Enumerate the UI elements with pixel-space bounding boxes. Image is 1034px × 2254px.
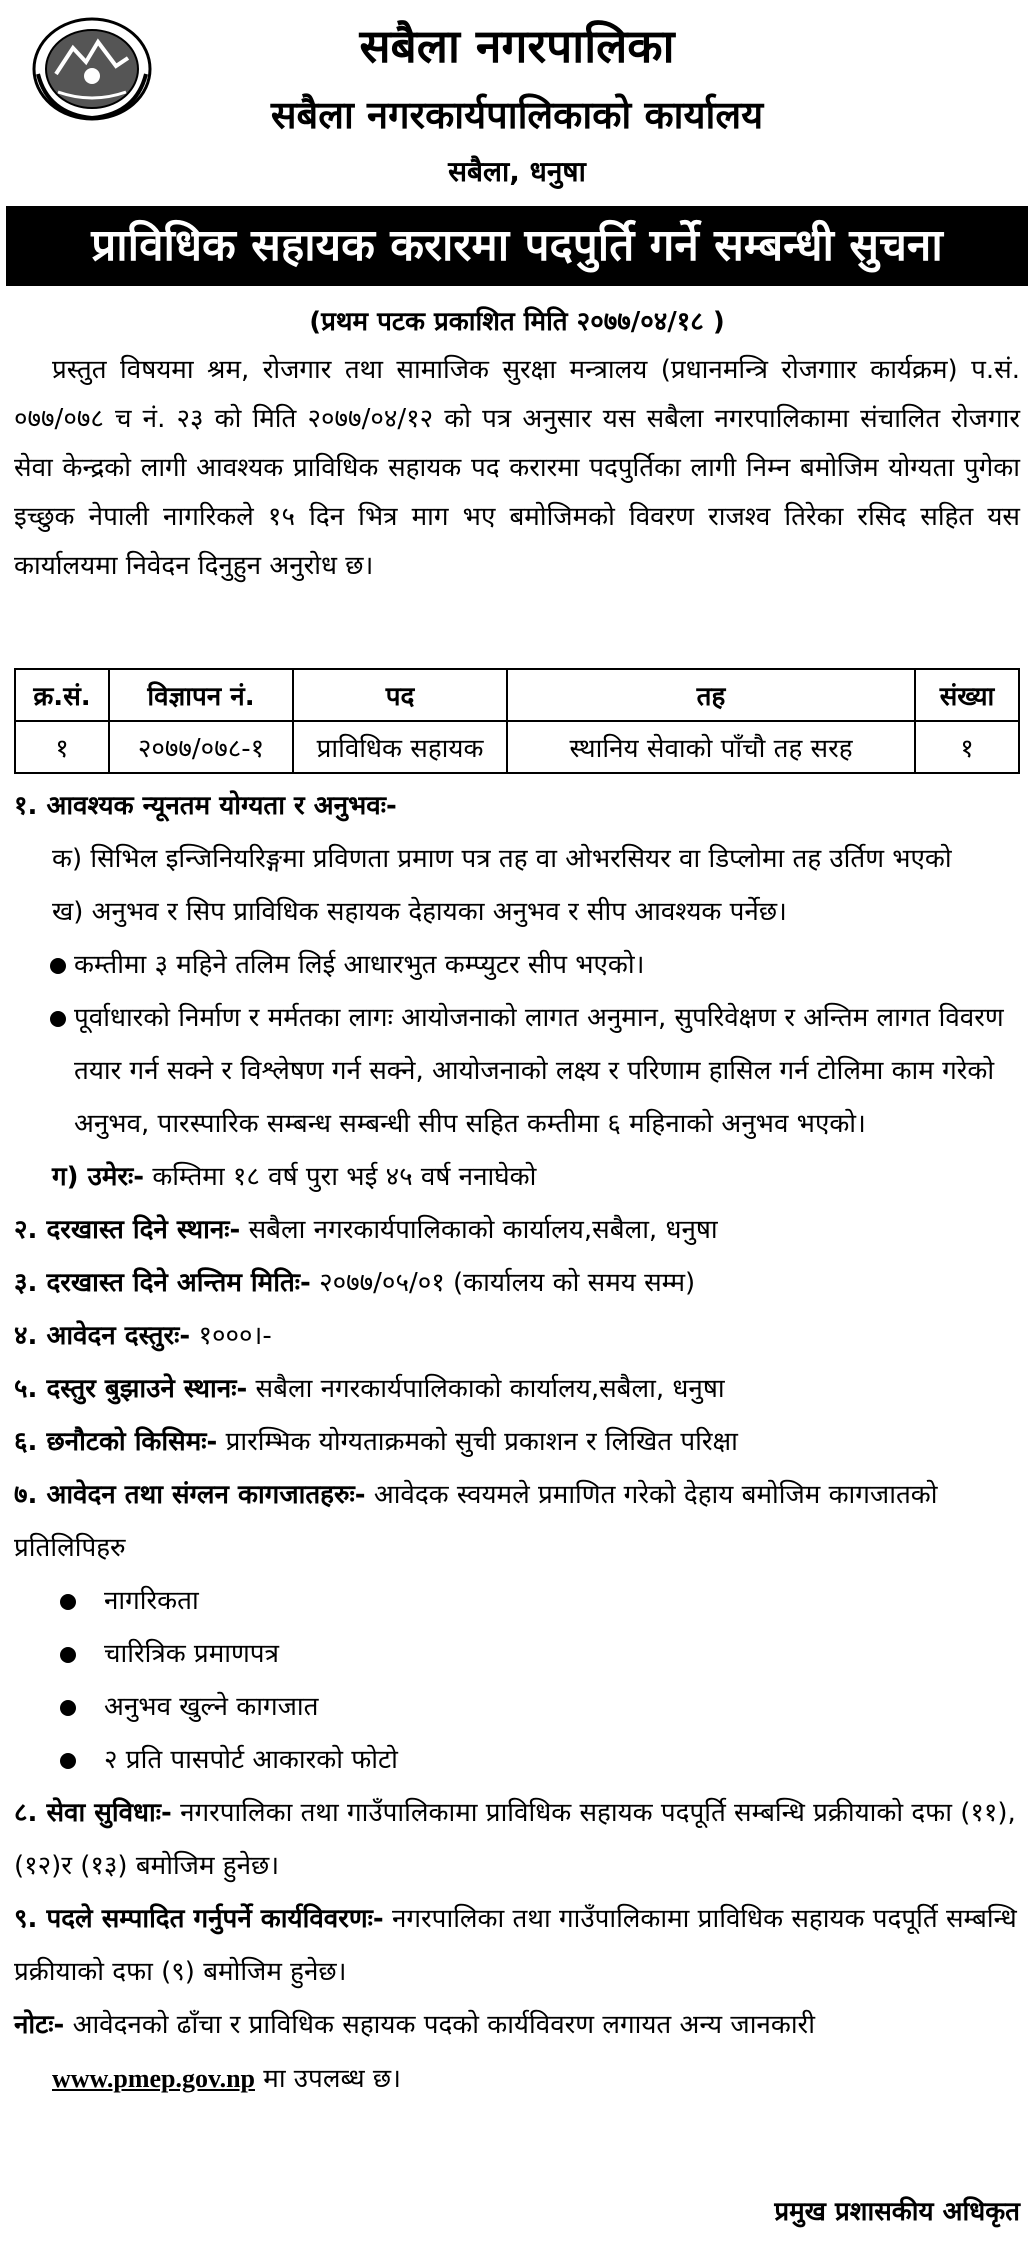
field-label: ८. सेवा सुविधाः- (14, 1798, 172, 1828)
section-3 (14, 1257, 1020, 1310)
field-value: कम्तिमा १८ वर्ष पुरा भई ४५ वर्ष ननाघेको (152, 1162, 537, 1192)
list-item (14, 1734, 1020, 1787)
list-item (14, 1681, 1020, 1734)
section-1-item-b: ख) अनुभव र सिप प्राविधिक सहायक देहायका अनुभव र सीप आवश्यक पर्नेछ। (52, 897, 787, 927)
field-value: आवेदक स्वयमले प्रमाणित गरेको देहाय बमोजिम कागजातको प्रतिलिपिहरु (14, 1480, 938, 1563)
bullet-icon (60, 1753, 76, 1769)
list-item-text: नागरिकता (104, 1586, 199, 1616)
section-2 (14, 1204, 1020, 1257)
list-item-text: २ प्रति पासपोर्ट आकारको फोटो (104, 1745, 398, 1775)
bullet-icon (60, 1700, 76, 1716)
field-label: ३. दरखास्त दिने अन्तिम मितिः- (14, 1268, 311, 1298)
note (14, 1999, 1020, 2052)
field-value: प्रारम्भिक योग्यताक्रमको सुची प्रकाशन र लिखित परिक्षा (225, 1427, 738, 1457)
section-7 (14, 1469, 1020, 1575)
list-item-text: चारित्रिक प्रमाणपत्र (104, 1639, 279, 1669)
table-header-cell: क्र.सं. (15, 669, 109, 721)
notice-banner: प्राविधिक सहायक करारमा पदपुर्ति गर्ने सम्बन्धी सुचना (6, 206, 1028, 286)
section-1-item-a: क) सिभिल इन्जिनियरिङ्गमा प्रविणता प्रमाण पत्र तह वा ओभरसियर वा डिप्लोमा तह उर्तिण भएको (52, 844, 952, 874)
field-label: ९. पदले सम्पादित गर्नुपर्ने कार्यविवरणः- (14, 1904, 384, 1934)
field-label: ७. आवेदन तथा संग्लन कागजातहरुः- (14, 1480, 366, 1510)
vacancy-table (14, 668, 1020, 774)
field-label: ५. दस्तुर बुझाउने स्थानः- (14, 1374, 248, 1404)
note-label: नोटः- (14, 2010, 65, 2040)
section-5 (14, 1363, 1020, 1416)
table-row (15, 721, 1019, 773)
list-item (14, 1628, 1020, 1681)
field-label: २. दरखास्त दिने स्थानः- (14, 1215, 241, 1245)
table-header-row (15, 669, 1019, 721)
note-link-line (14, 2052, 1020, 2106)
section-1-item-c (14, 1151, 1020, 1204)
section-8 (14, 1787, 1020, 1893)
section-4 (14, 1310, 1020, 1363)
notice-body (14, 780, 1020, 2106)
table-cell: २०७७/०७८-१ (109, 721, 293, 773)
note-text: आवेदनको ढाँचा र प्राविधिक सहायक पदको कार्यविवरण लगायत अन्य जानकारी (72, 2010, 815, 2040)
note-tail: मा उपलब्ध छ। (263, 2064, 401, 2094)
field-label: ४. आवेदन दस्तुरः- (14, 1321, 191, 1351)
section-6 (14, 1416, 1020, 1469)
field-value: २०७७/०५/०१ (कार्यालय को समय सम्म) (319, 1268, 696, 1298)
header (14, 0, 1020, 228)
intro-paragraph: प्रस्तुत विषयमा श्रम, रोजगार तथा सामाजिक सुरक्षा मन्त्रालय (प्रधानमन्त्रि रोजगाार कार्यक्रम) प.सं. ०७७/०७८ च नं. २३ को मिति २०७७/०४/१२ को पत्र अनुसार यस सबैला नगरपालिकामा संचालित रोजगार सेवा केन्द्रको लागी आवश्यक प्राविधिक सहायक पद करारमा पदपुर्तिका लागी निम्न बमोजिम योग्यता पुगेका इच्छुक नेपाली नागरिकले १५ दिन भित्र माग भए बमोजिमको विवरण राजश्व तिरेका रसिद सहित यस कार्यालयमा निवेदन दिनुहुन अनुरोध छ। (14, 355, 1020, 581)
municipality-title: सबैला नगरपालिका (359, 19, 675, 73)
field-value: सबैला नगरकार्यपालिकाको कार्यालय,सबैला, धनुषा (248, 1215, 718, 1245)
list-item (14, 1575, 1020, 1628)
list-item-text: कम्तीमा ३ महिने तलिम लिई आधारभुत कम्प्युटर सीप भएको। (74, 950, 645, 980)
list-item-text: अनुभव खुल्ने कागजात (104, 1692, 319, 1722)
table-header-cell: संख्या (915, 669, 1019, 721)
table-cell: १ (915, 721, 1019, 773)
bullet-icon (60, 1594, 76, 1610)
table-cell: १ (15, 721, 109, 773)
table-cell: स्थानिय सेवाको पाँचौ तह सरह (507, 721, 915, 773)
table-header-cell: पद (293, 669, 507, 721)
office-title: सबैला नगरकार्यपालिकाको कार्यालय (270, 93, 764, 137)
field-label: ग) उमेरः- (52, 1162, 145, 1192)
bullet-icon (50, 1011, 66, 1027)
section-9 (14, 1893, 1020, 1999)
table-header-cell: विज्ञापन नं. (109, 669, 293, 721)
field-label: ६. छनौटको किसिमः- (14, 1427, 218, 1457)
table-header-cell: तह (507, 669, 915, 721)
field-value: १०००।- (198, 1321, 272, 1351)
list-item (14, 992, 1020, 1151)
field-value: सबैला नगरकार्यपालिकाको कार्यालय,सबैला, धनुषा (255, 1374, 725, 1404)
website-link[interactable]: www.pmep.gov.np (52, 2064, 255, 2093)
office-address: सबैला, धनुषा (448, 155, 586, 188)
list-item (14, 939, 1020, 992)
field-value: नगरपालिका तथा गाउँपालिकामा प्राविधिक सहायक पदपूर्ति सम्बन्धि प्रक्रीयाको दफा (९) बमोजिम हुनेछ। (14, 1904, 1017, 1987)
bullet-icon (60, 1647, 76, 1663)
list-item-text: पूर्वाधारको निर्माण र मर्मतका लागः आयोजनाको लागत अनुमान, सुपरिवेक्षण र अन्तिम लागत विवरण तयार गर्न सक्ने र विश्लेषण गर्न सक्ने, आयोजनाको लक्ष्य र परिणाम हासिल गर्न टोलिमा काम गरेको अनुभव, पारस्पारिक सम्बन्ध सम्बन्धी सीप सहित कम्तीमा ६ महिनाको अनुभव भएको। (74, 1003, 1004, 1139)
publication-date: (प्रथम पटक प्रकाशित मिति २०७७/०४/१८ ) (309, 307, 725, 337)
signature-title: प्रमुख प्रशासकीय अधिकृत (774, 2197, 1020, 2227)
section-1-title: १. आवश्यक न्यूनतम योग्यता र अनुभवः- (14, 791, 397, 821)
field-value: नगरपालिका तथा गाउँपालिकामा प्राविधिक सहायक पदपूर्ति सम्बन्धि प्रक्रीयाको दफा (११),(१२)र (१३) बमोजिम हुनेछ। (14, 1798, 1016, 1881)
table-cell: प्राविधिक सहायक (293, 721, 507, 773)
bullet-icon (50, 958, 66, 974)
